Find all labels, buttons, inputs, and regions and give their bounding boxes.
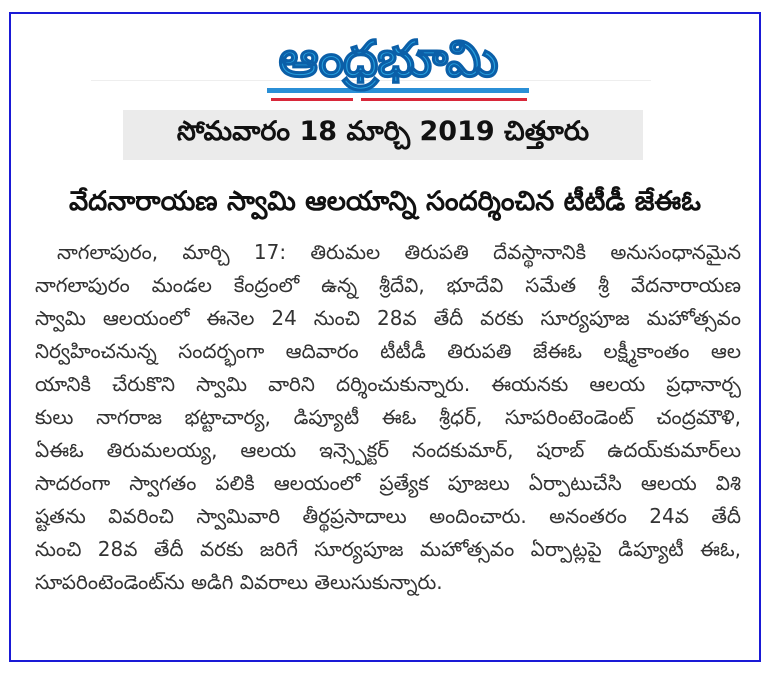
article-line: ష్టతను వివరించి స్వామివారి తీర్థప్రసాదాలు అందించారు. అనంతరం 24వ తేదీ [35,504,741,528]
article-line: స్వామి ఆలయంలో ఈనెల 24 నుంచి 28వ తేదీ వరకు సూర్యపూజ మహోత్సవం [35,306,741,330]
article-line: కులు నాగరాజ భట్టాచార్య, డిప్యూటీ ఈఓ శ్రీధర్, సూపరింటెండెంట్ చంద్రమౌళి, [35,405,741,429]
article-line: నిర్వహించనున్న సందర్భంగా ఆదివారం టీటీడీ తిరుపతి జేఈఓ లక్ష్మీకాంతం ఆల [35,339,741,363]
article-line: సూపరింటెండెంట్‌ను అడిగి వివరాలు తెలుసుకున్నారు. [35,570,443,594]
article-line: నుంచి 28వ తేదీ వరకు జరిగే సూర్యపూజ మహోత్సవం ఏర్పాట్లపై డిప్యూటీ ఈఓ, [35,537,741,561]
logo-underline-red [271,98,353,101]
article-line: సాదరంగా స్వాగతం పలికి ఆలయంలో ప్రత్యేక పూజలు ఏర్పాటుచేసి ఆలయ విశి [35,471,741,495]
dateline-bar [123,110,643,160]
logo-text: ఆంధ్రభూమి [278,30,498,88]
article-line: యానికి చేరుకొని స్వామి వారిని దర్శించుకున్నారు. ఈయనకు ఆలయ ప్రధానార్చ [35,372,741,396]
article-body [35,236,741,599]
logo-underline-red [361,98,527,101]
clipping-frame [9,12,761,662]
article-line: నాగలాపురం మండల కేంద్రంలో ఉన్న శ్రీదేవి, భూదేవి సమేత శ్రీ వేదనారాయణ [35,273,741,297]
newspaper-logo [243,28,533,100]
article-line: ఏఈఓ తిరుమలయ్య, ఆలయ ఇన్స్పెక్టర్ నందకుమార్, షరాబ్ ఉదయ్‌కుమార్‌లు [35,438,741,462]
dateline-text: సోమవారం 18 మార్చి 2019 చిత్తూరు [176,116,590,147]
article-line: నాగలాపురం, మార్చి 17: తిరుమల తిరుపతి దేవస్థానానికి అనుసంధానమైన [57,240,741,264]
article-headline: వేదనారాయణ స్వామి ఆలయాన్ని సందర్శించిన టీటీడీ జేఈఓ [68,186,702,217]
